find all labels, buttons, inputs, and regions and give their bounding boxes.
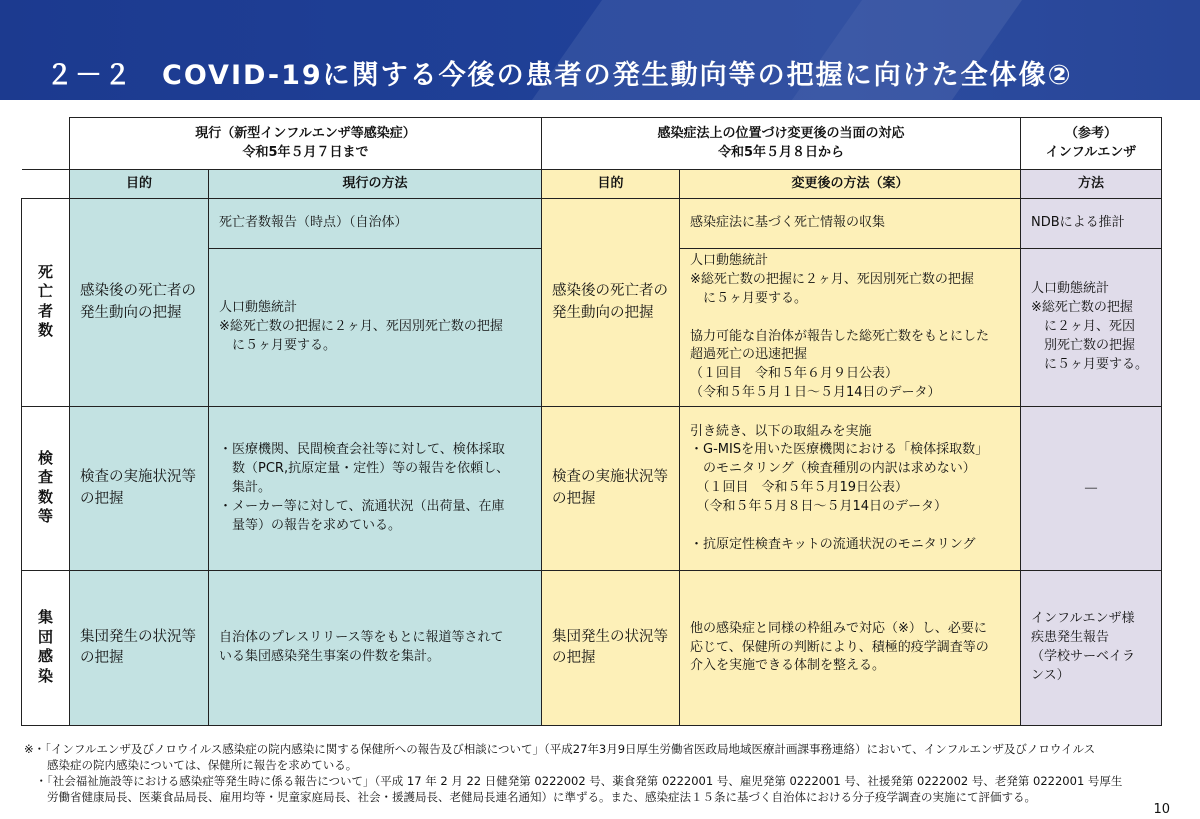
reference-testing: －	[1021, 407, 1162, 571]
row-label-cluster: 集団感染	[22, 571, 70, 726]
page-number: 10	[1153, 802, 1170, 817]
purpose-testing-after: 検査の実施状況等の把握	[542, 407, 680, 571]
after-method-deaths-2: 人口動態統計 ※総死亡数の把握に２ヶ月、死因別死亡数の把握 に５ヶ月要する。 協力可能な自治体が報告した総死亡数をもとにした 超過死亡の迅速把握 （１回目 令和５年６月９日公表） （令和５年５月１日～５月14日のデータ）	[680, 249, 1021, 407]
purpose-header-after: 目的	[542, 170, 680, 199]
page-title: ２－２ COVID-19に関する今後の患者の発生動向等の把握に向けた全体像②	[46, 60, 1073, 91]
after-method-header: 変更後の方法（案）	[680, 170, 1021, 199]
title-banner	[0, 0, 1200, 100]
current-group-header: 現行（新型インフルエンザ等感染症） 令和5年５月７日まで	[70, 118, 542, 170]
after-method-testing: 引き続き、以下の取組みを実施 ・G-MISを用いた医療機関における「検体採取数」 のモニタリング（検査種別の内訳は求めない） （１回目 令和５年５月19日公表） （令和５年５月８日～５月14日のデータ） ・抗原定性検査キットの流通状況のモニタリング	[680, 407, 1021, 571]
row-label-testing: 検査数等	[22, 407, 70, 571]
row-label-deaths: 死亡者数	[22, 199, 70, 407]
current-method-header: 現行の方法	[209, 170, 542, 199]
current-method-testing: ・医療機関、民間検査会社等に対して、検体採取 数（PCR,抗原定量・定性）等の報告を依頼し、 集計。 ・メーカー等に対して、流通状況（出荷量、在庫 量等）の報告を求めている。	[209, 407, 542, 571]
purpose-header-current: 目的	[70, 170, 209, 199]
comparison-table	[21, 117, 1162, 726]
after-group-header: 感染症法上の位置づけ変更後の当面の対応 令和5年５月８日から	[542, 118, 1021, 170]
purpose-cluster-after: 集団発生の状況等の把握	[542, 571, 680, 726]
footnote-2: ・「社会福祉施設等における感染症等発生時に係る報告について」（平成 17 年 2 月 22 日健発第 0222002 号、薬食発第 0222001 号、雇児発第 0222001 号、社援発第 0222002 号、老発第 0222001 号厚生 労働省健康局長、医薬食品局長、雇用均等・児童家庭局長、社会・援護局長、老健局長連名通知）に準ずる。また、感染症法１５条に基づく自治体における分子疫学調査の実施にて評価する。	[35, 774, 1123, 804]
reference-cluster: インフルエンザ様 疾患発生報告 （学校サーベイラ ンス）	[1021, 571, 1162, 726]
current-method-deaths-2: 人口動態統計 ※総死亡数の把握に２ヶ月、死因別死亡数の把握 に５ヶ月要する。	[209, 249, 542, 407]
empty-corner	[22, 118, 70, 170]
reference-group-header: （参考） インフルエンザ	[1021, 118, 1162, 170]
reference-deaths-2: 人口動態統計 ※総死亡数の把握 に２ヶ月、死因 別死亡数の把握 に５ヶ月要する。	[1021, 249, 1162, 407]
current-method-deaths-1: 死亡者数報告（時点）（自治体）	[209, 199, 542, 249]
current-method-cluster: 自治体のプレスリリース等をもとに報道等されて いる集団感染発生事案の件数を集計。	[209, 571, 542, 726]
after-method-deaths-1: 感染症法に基づく死亡情報の収集	[680, 199, 1021, 249]
purpose-cluster-current: 集団発生の状況等の把握	[70, 571, 209, 726]
footnote-1: ※・「インフルエンザ及びノロウイルス感染症の院内感染に関する保健所への報告及び相談について」（平成27年3月9日厚生労働省医政局地域医療計画課事務連絡）において、インフルエンザ及びノロウイルス 感染症の院内感染については、保健所に報告を求めている。	[24, 742, 1096, 772]
reference-method-header: 方法	[1021, 170, 1162, 199]
empty-corner	[22, 170, 70, 199]
reference-deaths-1: NDBによる推計	[1021, 199, 1162, 249]
purpose-deaths-after: 感染後の死亡者の発生動向の把握	[542, 199, 680, 407]
purpose-deaths-current: 感染後の死亡者の発生動向の把握	[70, 199, 209, 407]
after-method-cluster: 他の感染症と同様の枠組みで対応（※）し、必要に 応じて、保健所の判断により、積極的疫学調査等の 介入を実施できる体制を整える。	[680, 571, 1021, 726]
purpose-testing-current: 検査の実施状況等の把握	[70, 407, 209, 571]
